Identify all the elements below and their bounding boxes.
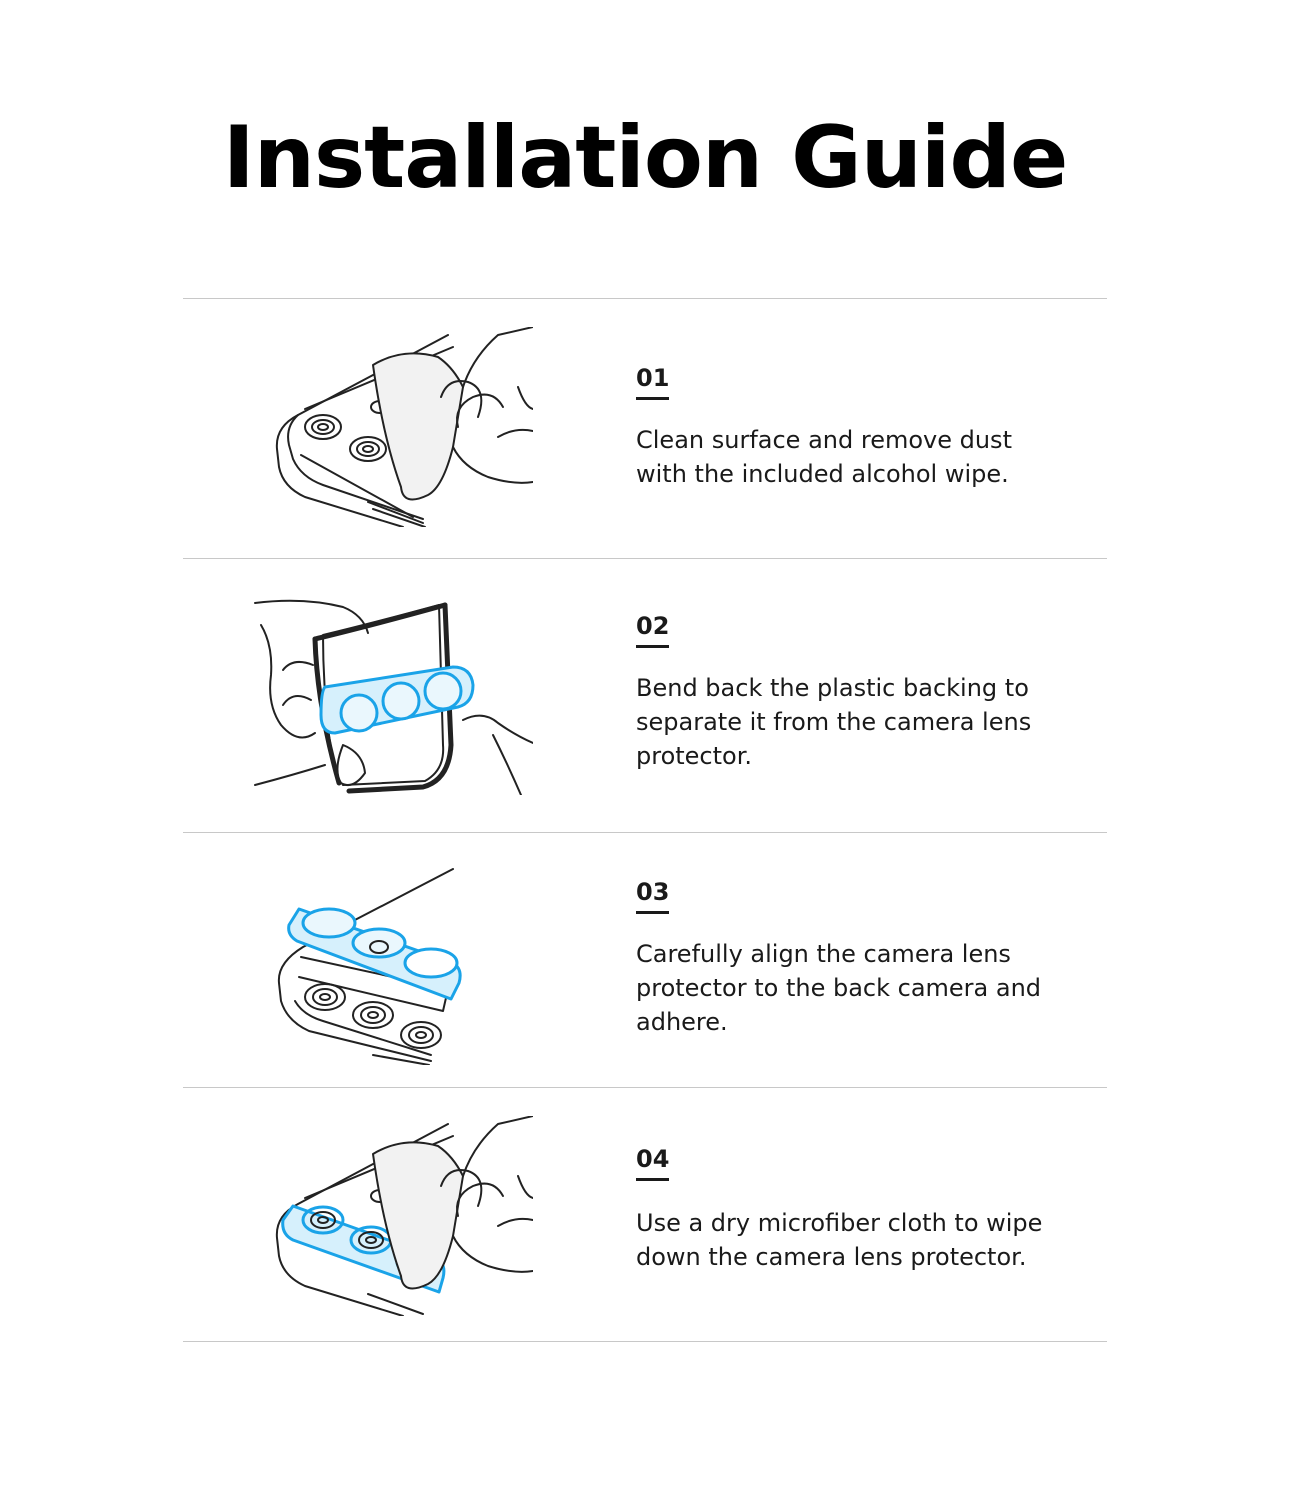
page-title: Installation Guide [222,108,1068,208]
step-4 [183,1088,1107,1341]
divider [183,1341,1107,1342]
step-1 [183,299,1107,558]
step-number: 04 [636,1144,669,1181]
step-2 [183,559,1107,832]
step-description: Bend back the plastic backing to separate it from the camera lens protector. [636,674,1032,770]
wipe-protector-icon [253,1116,533,1316]
peel-backing-icon [253,595,533,795]
wipe-camera-icon [253,327,533,527]
step-description: Clean surface and remove dust with the included alcohol wipe. [636,426,1012,488]
step-number: 01 [636,363,669,400]
step-description: Use a dry microfiber cloth to wipe down the camera lens protector. [636,1209,1043,1271]
step-3 [183,833,1107,1087]
step-number: 03 [636,877,669,914]
step-description: Carefully align the camera lens protector to the back camera and adhere. [636,940,1042,1036]
align-protector-icon [253,865,533,1065]
step-number: 02 [636,611,669,648]
